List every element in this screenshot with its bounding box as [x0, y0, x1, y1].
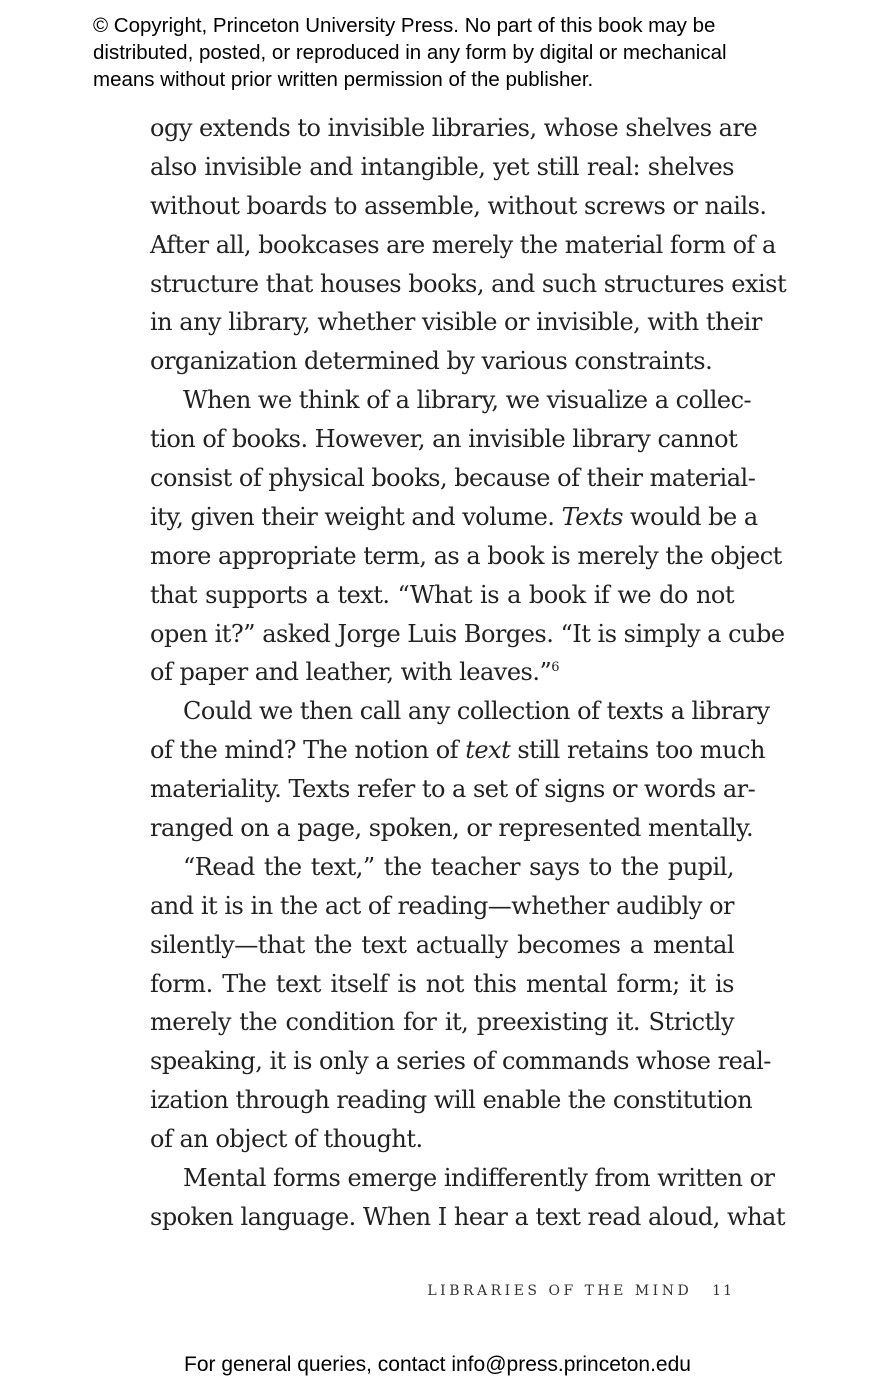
text-line: ranged on a page, spoken, or represented mentally. — [150, 814, 754, 843]
page-number: 11 — [712, 1283, 734, 1299]
text-segment: would be a — [630, 502, 758, 531]
footnote-marker: 6 — [551, 660, 560, 676]
text-line: of an object of thought. — [150, 1125, 423, 1154]
text-line: When we think of a library, we visualize a collec- — [183, 386, 752, 415]
text-line: structure that houses books, and such structures exist — [150, 269, 787, 298]
text-line: form. The text itself is not this mental form; it is — [150, 969, 734, 998]
text-segment: ity, given their weight and volume. — [150, 502, 555, 531]
text-line: open it?” asked Jorge Luis Borges. “It is simply a cube — [150, 619, 785, 648]
text-line: and it is in the act of reading—whether audibly or — [150, 891, 734, 920]
text-line: materiality. Texts refer to a set of signs or words ar- — [150, 775, 756, 804]
text-line: in any library, whether visible or invisible, with their — [150, 308, 762, 337]
text-line: Could we then call any collection of texts a library — [183, 697, 770, 726]
running-head-title: LIBRARIES OF THE MIND — [427, 1283, 693, 1299]
copyright-line: means without prior written permission of the publisher. — [93, 68, 594, 91]
italic-term: text — [465, 736, 511, 765]
text-line: ization through reading will enable the constitution — [150, 1086, 753, 1115]
text-segment: of paper and leather, with leaves.” — [150, 658, 552, 687]
text-line — [150, 731, 765, 770]
text-line — [150, 653, 734, 692]
text-line: without boards to assemble, without screws or nails. — [150, 191, 767, 220]
text-line: tion of books. However, an invisible library cannot — [150, 425, 738, 454]
text-line: Mental forms emerge indifferently from written or — [183, 1164, 775, 1193]
text-line — [150, 498, 758, 537]
text-segment: of the mind? The notion of — [150, 736, 459, 765]
text-line: After all, bookcases are merely the material form of a — [150, 230, 776, 259]
text-line: silently—that the text actually becomes a mental — [150, 930, 734, 959]
page-body-text — [150, 109, 787, 1237]
text-line: merely the condition for it, preexisting it. Strictly — [150, 1008, 734, 1037]
copyright-notice — [93, 12, 853, 93]
running-footer — [380, 1283, 734, 1299]
text-line: organization determined by various constraints. — [150, 347, 713, 376]
contact-line: For general queries, contact info@press.princeton.edu — [184, 1353, 691, 1376]
text-line: “Read the text,” the teacher says to the pupil, — [183, 852, 734, 881]
text-segment: still retains too much — [517, 736, 765, 765]
text-line: more appropriate term, as a book is merely the object — [150, 541, 782, 570]
text-line: that supports a text. “What is a book if we do not — [150, 580, 734, 609]
text-line: also invisible and intangible, yet still real: shelves — [150, 152, 734, 181]
text-line: speaking, it is only a series of commands whose real- — [150, 1047, 771, 1076]
text-line: spoken language. When I hear a text read aloud, what — [150, 1202, 785, 1231]
copyright-line: distributed, posted, or reproduced in any form by digital or mechanical — [93, 41, 727, 64]
text-line: ogy extends to invisible libraries, whose shelves are — [150, 114, 758, 142]
copyright-line: © Copyright, Princeton University Press. No part of this book may be — [93, 14, 716, 37]
text-line: consist of physical books, because of their material- — [150, 464, 756, 493]
italic-term: Texts — [561, 502, 623, 531]
